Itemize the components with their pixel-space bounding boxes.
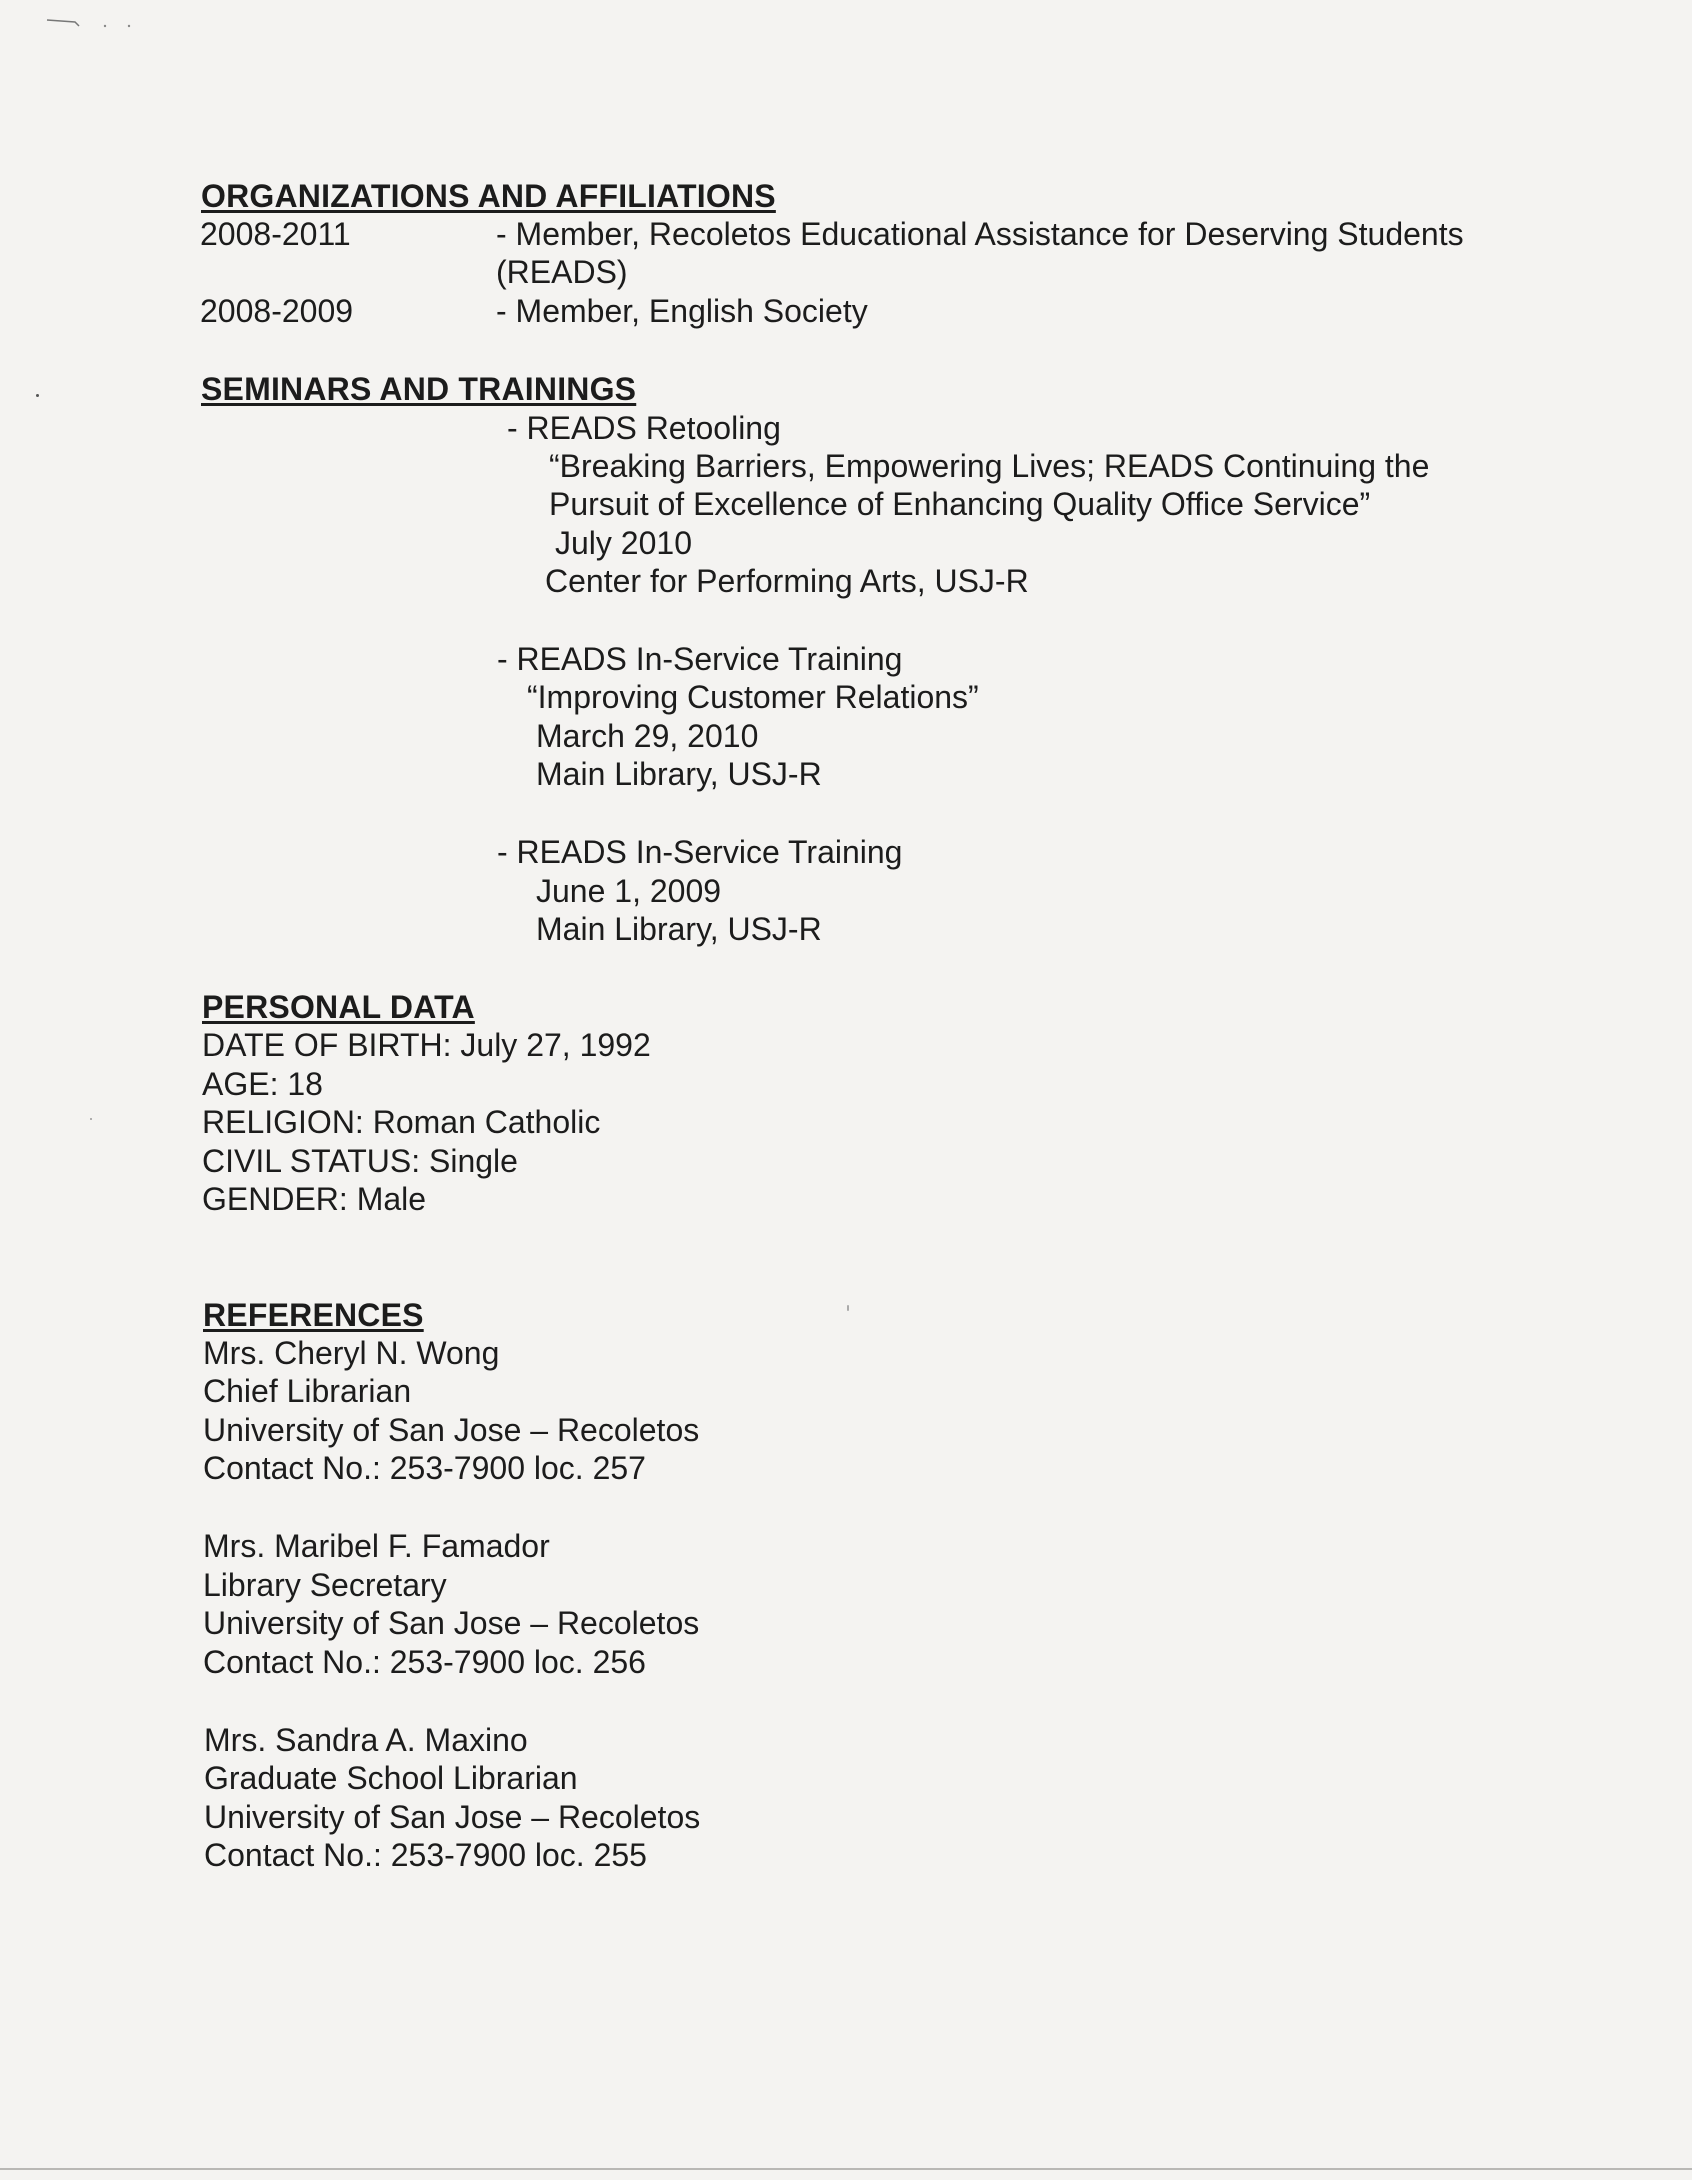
scan-bottom-edge	[0, 2168, 1692, 2170]
scan-speck	[847, 1305, 849, 1311]
seminar-detail: “Improving Customer Relations”	[527, 679, 979, 715]
seminar-title: - READS Retooling	[507, 410, 781, 446]
reference-institution: University of San Jose – Recoletos	[203, 1605, 700, 1641]
seminar-title: - READS In-Service Training	[497, 834, 903, 870]
personal-data-item: AGE: 18	[202, 1066, 323, 1102]
personal-data-heading: PERSONAL DATA	[202, 989, 475, 1025]
reference-contact: Contact No.: 253-7900 loc. 256	[203, 1644, 646, 1680]
personal-data-item: CIVIL STATUS: Single	[202, 1143, 518, 1179]
personal-data-item: RELIGION: Roman Catholic	[202, 1104, 601, 1140]
org-entry-text: - Member, Recoletos Educational Assistance for Deserving Students	[496, 216, 1464, 252]
reference-contact: Contact No.: 253-7900 loc. 255	[204, 1837, 647, 1873]
reference-name: Mrs. Sandra A. Maxino	[204, 1722, 528, 1758]
org-entry-text: - Member, English Society	[496, 293, 868, 329]
seminar-detail: Main Library, USJ-R	[536, 911, 822, 947]
reference-position: Graduate School Librarian	[204, 1760, 578, 1796]
scan-smudge-mark	[45, 14, 155, 30]
org-entry-years: 2008-2009	[200, 293, 354, 329]
reference-contact: Contact No.: 253-7900 loc. 257	[203, 1450, 646, 1486]
seminars-heading: SEMINARS AND TRAININGS	[201, 371, 637, 407]
scan-speck	[36, 394, 39, 397]
reference-institution: University of San Jose – Recoletos	[203, 1412, 700, 1448]
org-entry-text: (READS)	[496, 254, 628, 290]
seminar-detail: July 2010	[555, 525, 692, 561]
seminar-title: - READS In-Service Training	[497, 641, 903, 677]
references-heading: REFERENCES	[203, 1297, 424, 1333]
reference-position: Chief Librarian	[203, 1373, 412, 1409]
org-entry-years: 2008-2011	[200, 216, 351, 252]
seminar-detail: Center for Performing Arts, USJ-R	[545, 563, 1029, 599]
reference-name: Mrs. Cheryl N. Wong	[203, 1335, 500, 1371]
personal-data-item: GENDER: Male	[202, 1181, 427, 1217]
scan-speck	[90, 1118, 92, 1120]
seminar-detail: Main Library, USJ-R	[536, 756, 822, 792]
seminar-detail: Pursuit of Excellence of Enhancing Quality Office Service”	[549, 486, 1371, 522]
seminar-detail: June 1, 2009	[536, 873, 722, 909]
personal-data-item: DATE OF BIRTH: July 27, 1992	[202, 1027, 651, 1063]
reference-position: Library Secretary	[203, 1567, 447, 1603]
organizations-heading: ORGANIZATIONS AND AFFILIATIONS	[201, 178, 776, 214]
seminar-detail: “Breaking Barriers, Empowering Lives; READS Continuing the	[549, 448, 1430, 484]
reference-name: Mrs. Maribel F. Famador	[203, 1528, 550, 1564]
seminar-detail: March 29, 2010	[536, 718, 759, 754]
reference-institution: University of San Jose – Recoletos	[204, 1799, 701, 1835]
